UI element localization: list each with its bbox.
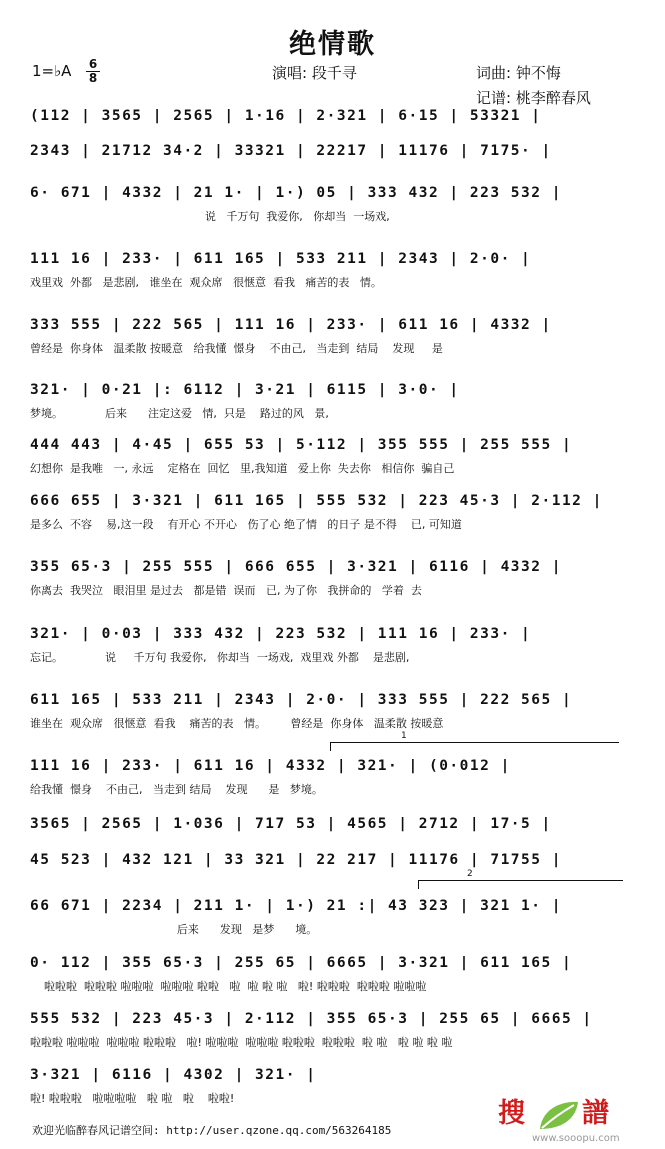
song-title: 绝情歌 [289,29,376,60]
lyric-line: 梦境。 后来 注定这爱 情, 只是 路过的风 景, [30,407,329,420]
meter-bottom: 8 [86,71,100,85]
notation-line: 355 65·3 | 255 555 | 666 655 | 3·321 | 6116 | 4332 | [30,559,562,575]
notation-line: 111 16 | 233· | 611 16 | 4332 | 321· | (0·012 | [30,758,511,774]
lyric-line: 说 千万句 我爱你, 你却当 一场戏, [30,210,390,223]
lyric-line: 谁坐在 观众席 很惬意 看我 痛苦的表 情。 曾经是 你身体 温柔散 按暖意 [30,717,444,730]
logo-url: www.sooopu.com [532,1133,620,1144]
notation-line: 555 532 | 223 45·3 | 2·112 | 355 65·3 | 255 65 | 6665 | [30,1011,593,1027]
logo-char-left: 搜 [498,1098,525,1129]
first-ending-bracket [330,731,619,751]
second-ending-number: 2 [467,869,473,879]
notation-line: 333 555 | 222 565 | 111 16 | 233· | 611 16 | 4332 | [30,317,552,333]
site-logo [498,1098,622,1132]
notator-credit: 记谱: 桃李醉春风 [476,89,591,107]
notation-line: 321· | 0·03 | 333 432 | 223 532 | 111 16 | 233· | [30,626,532,642]
lyric-line: 啦啦啦 啦啦啦 啦啦啦 啦啦啦 啦! 啦啦啦 啦啦啦 啦啦啦 啦啦啦 啦 啦 啦 啦 啦 啦 [30,1036,453,1049]
notation-line: 66 671 | 2234 | 211 1· | 1·) 21 :| 43 323 | 321 1· | [30,898,562,914]
logo-char-right: 譜 [582,1098,609,1129]
lyric-line: 忘记。 说 千万句 我爱你, 你却当 一场戏, 戏里戏 外都 是悲剧, [30,651,410,664]
notation-line: 45 523 | 432 121 | 33 321 | 22 217 | 11176 | 71755 | [30,852,562,868]
footer-note: 欢迎光临醉春风记谱空间: http://user.qzone.qq.com/563264185 [32,1124,392,1137]
notation-line: 0· 112 | 355 65·3 | 255 65 | 6665 | 3·321 | 611 165 | [30,955,573,971]
lyric-line: 啦! 啦啦啦 啦啦啦啦 啦 啦 啦 啦啦! [30,1092,235,1105]
notation-line: 2343 | 21712 34·2 | 33321 | 22217 | 11176 | 7175· | [30,143,552,159]
second-ending-bracket [418,869,623,889]
composer-credit: 词曲: 钟不悔 [476,64,561,82]
notation-line: 3·321 | 6116 | 4302 | 321· | [30,1067,317,1083]
notation-line: 111 16 | 233· | 611 165 | 533 211 | 2343 | 2·0· | [30,251,532,267]
time-signature [86,58,100,85]
lyric-line: 曾经是 你身体 温柔散 按暖意 给我懂 憬身 不由己, 当走到 结局 发现 是 [30,342,443,355]
lyric-line: 是多么 不容 易,这一段 有开心 不开心 伤了心 绝了情 的日子 是不得 已, 可知道 [30,518,462,531]
lyric-line: 后来 发现 是梦 境。 [30,923,318,936]
lyric-line: 给我懂 憬身 不由己, 当走到 结局 发现 是 梦境。 [30,783,323,796]
notation-line: 6· 671 | 4332 | 21 1· | 1·) 05 | 333 432 | 223 532 | [30,185,562,201]
lyric-line: 你离去 我哭泣 眼泪里 是过去 都是错 误而 已, 为了你 我拼命的 学着 去 [30,584,422,597]
first-ending-number: 1 [401,731,407,741]
lyric-line: 啦啦啦 啦啦啦 啦啦啦 啦啦啦 啦啦 啦 啦 啦 啦 啦! 啦啦啦 啦啦啦 啦啦啦 [30,980,427,993]
notation-line: 321· | 0·21 |: 6112 | 3·21 | 6115 | 3·0· | [30,382,460,398]
notation-line: (112 | 3565 | 2565 | 1·16 | 2·321 | 6·15 | 53321 | [30,108,542,124]
notation-line: 666 655 | 3·321 | 611 165 | 555 532 | 223 45·3 | 2·112 | [30,493,603,509]
singer-credit: 演唱: 段千寻 [272,64,357,82]
leaf-icon [536,1099,582,1131]
key-signature: 1=♭A [32,62,72,80]
notation-line: 3565 | 2565 | 1·036 | 717 53 | 4565 | 2712 | 17·5 | [30,816,552,832]
lyric-line: 戏里戏 外都 是悲剧, 谁坐在 观众席 很惬意 看我 痛苦的表 情。 [30,276,382,289]
notation-line: 444 443 | 4·45 | 655 53 | 5·112 | 355 555 | 255 555 | [30,437,573,453]
lyric-line: 幻想你 是我唯 一, 永远 定格在 回忆 里,我知道 爱上你 失去你 相信你 骗自己 [30,462,455,475]
meter-top: 6 [88,57,98,71]
notation-line: 611 165 | 533 211 | 2343 | 2·0· | 333 555 | 222 565 | [30,692,573,708]
